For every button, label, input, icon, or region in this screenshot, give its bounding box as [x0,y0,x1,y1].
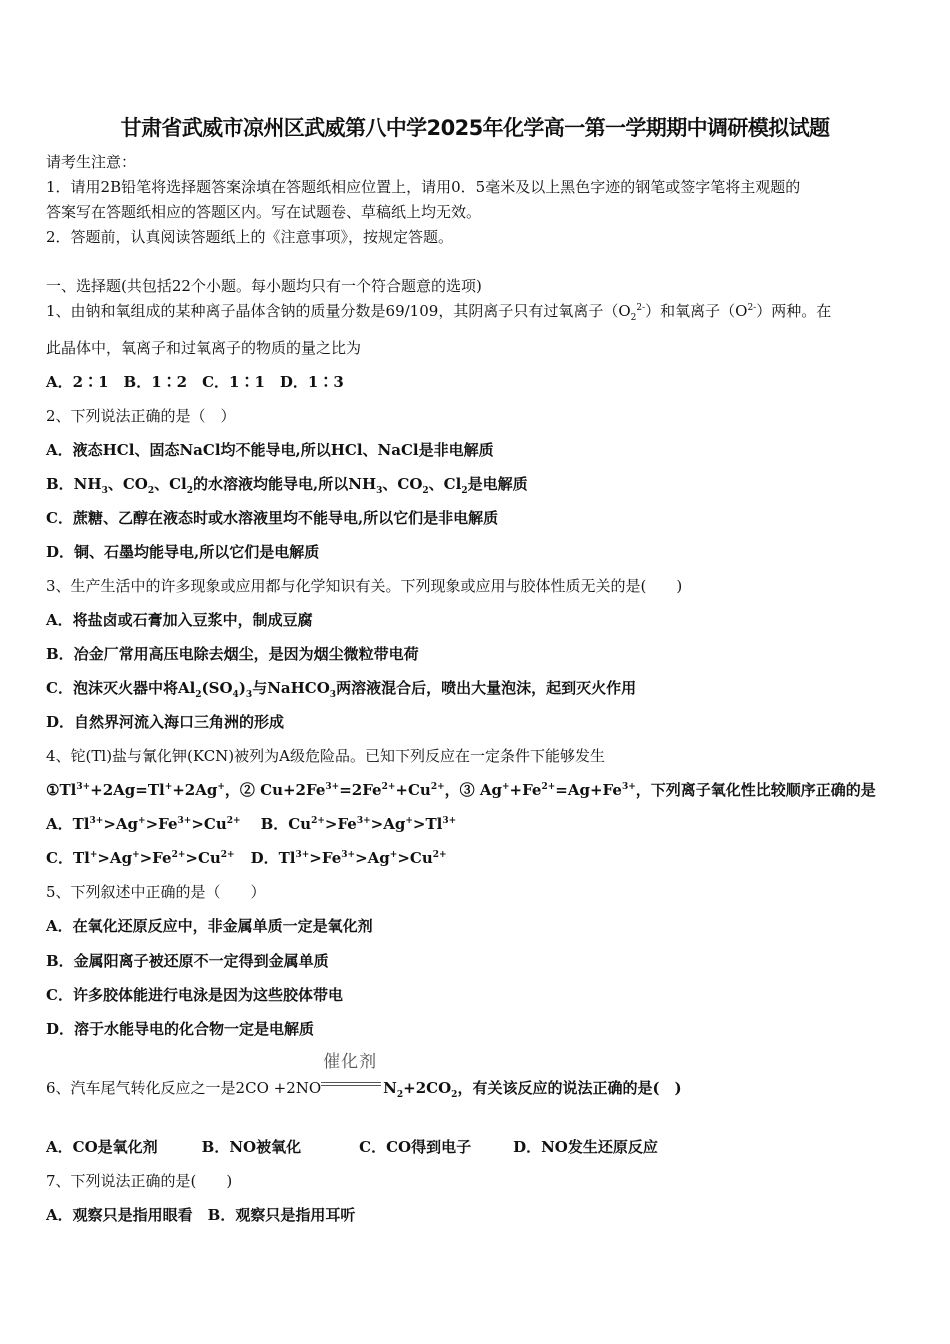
q2-option-d: D．铜、石墨均能导电,所以它们是电解质 [46,543,320,561]
q2-option-b: B．$NH_3$、$CO_2$、$Cl_2$的水溶液均能导电,所以$NH_3$、$CO_2$、$Cl_2$是电解质 [46,475,528,496]
q7-stem: 7、下列说法正确的是( ) [46,1172,233,1190]
q1-options: A．2∶1 B．1∶2 C．1∶1 D．1∶3 [46,373,344,391]
q6-options: A．CO是氧化剂 B．NO被氧化 C．CO得到电子 D．NO发生还原反应 [46,1138,658,1156]
q2-option-a: A．液态HCl、固态NaCl均不能导电,所以HCl、NaCl是非电解质 [46,441,494,459]
section-heading: 一、选择题(共包括22个小题。每小题均只有一个符合题意的选项) [46,277,482,295]
q4-options-ab: A．$Tl^{3+}>Ag^+>Fe^{3+}>Cu^{2+}$ B．$Cu^{2+}>Fe^{3+}>Ag^+>Tl^{3+}$ [46,815,457,833]
q6-stem: 6、汽车尾气转化反应之一是2CO +2NO 催化剂 $N_2+2CO_2$，有关该反应的说法正确的是( ) [46,1052,682,1100]
q5-option-b: B．金属阳离子被还原不一定得到金属单质 [46,952,329,970]
catalyst-label: 催化剂 [323,1052,378,1072]
q3-option-c: C．泡沫灭火器中将$Al_2(SO_4)_3$与NaHCO$_3$两溶液混合后，喷出大量泡沫，起到灭火作用 [46,679,637,700]
notice-heading: 请考生注意： [46,153,137,171]
notice-line-1b: 答案写在答题纸相应的答题区内。写在试题卷、草稿纸上均无效。 [46,203,482,221]
page-title: 甘肃省武威市凉州区武威第八中学2025年化学高一第一学期期中调研模拟试题 [120,116,830,140]
q2-option-c: C．蔗糖、乙醇在液态时或水溶液里均不能导电,所以它们是非电解质 [46,509,499,527]
q4-stem: 4、铊(Tl)盐与氰化钾(KCN)被列为A级危险品。已知下列反应在一定条件下能够发生 [46,747,605,765]
q3-option-b: B．冶金厂常用高压电除去烟尘，是因为烟尘微粒带电荷 [46,645,419,663]
q5-option-d: D．溶于水能导电的化合物一定是电解质 [46,1020,315,1038]
catalyst-arrow [321,1052,383,1098]
q5-option-c: C．许多胶体能进行电泳是因为这些胶体带电 [46,986,343,1004]
q4-options-cd: C．$Tl^+>Ag^+>Fe^{2+}>Cu^{2+}$ D．$Tl^{3+}>Fe^{3+}>Ag^+>Cu^{2+}$ [46,849,447,867]
q1-stem-line2: 此晶体中，氧离子和过氧离子的物质的量之比为 [46,339,362,357]
q1-stem-line1: 1、由钠和氧组成的某种离子晶体含钠的质量分数是69/109，其阴离子只有过氧离子$(O_2^{2-})$和氧离子$(O^{2-})$两种。在 [46,302,832,323]
q3-option-a: A．将盐卤或石膏加入豆浆中，制成豆腐 [46,611,313,629]
q3-stem: 3、生产生活中的许多现象或应用都与化学知识有关。下列现象或应用与胶体性质无关的是( ) [46,577,683,595]
q7-options-ab: A．观察只是指用眼看 B．观察只是指用耳听 [46,1206,356,1224]
q5-stem: 5、下列叙述中正确的是（ ） [46,883,266,901]
q2-stem: 2、下列说法正确的是（ ） [46,407,236,425]
q3-option-d: D．自然界河流入海口三角洲的形成 [46,713,285,731]
q5-option-a: A．在氧化还原反应中，非金属单质一定是氧化剂 [46,917,373,935]
q4-equations: $①Tl^{3+}+2Ag=Tl^++2Ag^+$，② $Cu+2Fe^{3+}=2Fe^{2+}+Cu^{2+}$，③ $Ag^++Fe^{2+}=Ag+Fe^{3+}$，下列离子氧化性比较顺序正确的是 [46,781,876,799]
notice-line-1: 1．请用2B铅笔将选择题答案涂填在答题纸相应位置上，请用0．5毫米及以上黑色字迹的钢笔或签字笔将主观题的 [46,178,801,196]
notice-line-2: 2．答题前，认真阅读答题纸上的《注意事项》，按规定答题。 [46,228,454,246]
